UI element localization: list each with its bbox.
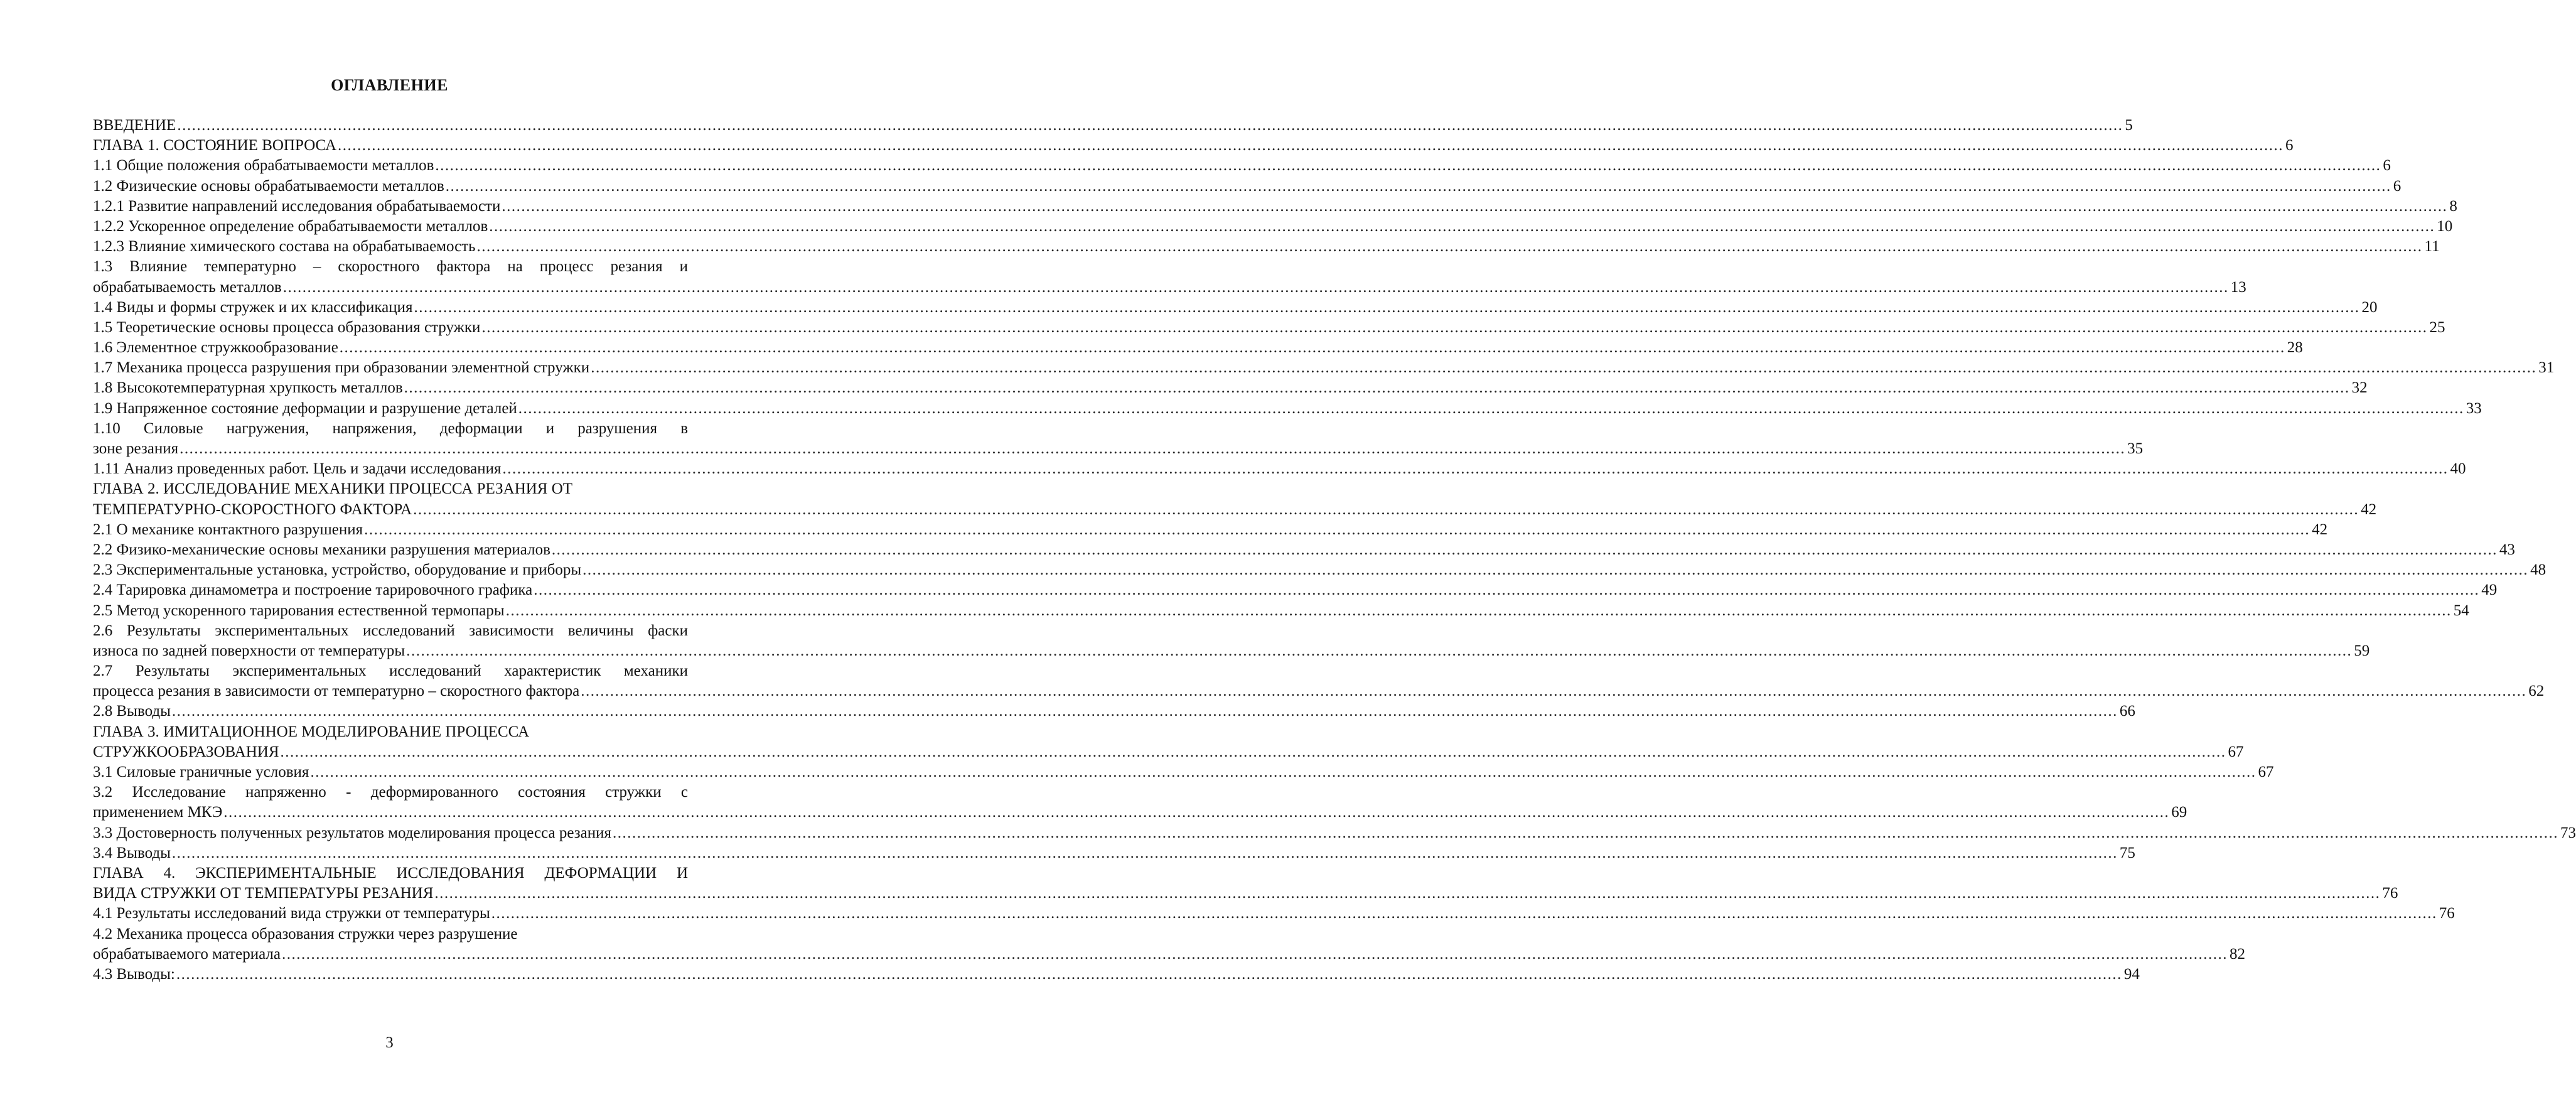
toc-entry-title: 2.8 Выводы: [93, 703, 171, 720]
toc-entry: [93, 318, 2445, 338]
toc-entry-title: 1.2.2 Ускоренное определение обрабатываемости металлов: [93, 217, 488, 235]
toc-entry-line: [93, 378, 2368, 398]
toc-entry-page: 67: [2258, 764, 2274, 781]
toc-entry-page: 42: [2361, 500, 2377, 518]
toc-entry: [93, 661, 2545, 701]
dot-leader: ................................................................................................................................................................................................................................................................................................................................................................................................................: [171, 844, 2118, 862]
dot-leader: ................................................................................................................................................................................................................................................................................................................................................................................................................: [177, 117, 2123, 134]
dot-leader: ................................................................................................................................................................................................................................................................................................................................................................................................................: [502, 460, 2449, 478]
toc-entry-line: [93, 601, 2469, 621]
toc-entry-title: 1.1 Общие положения обрабатываемости металлов: [93, 157, 434, 175]
toc-entry-first-line: [93, 782, 688, 802]
toc-entry-line: [93, 520, 2328, 540]
toc-entry-line: [93, 237, 2440, 257]
toc-entry: [93, 924, 2245, 964]
dot-leader: ................................................................................................................................................................................................................................................................................................................................................................................................................: [176, 965, 2122, 983]
toc-entry-page: 11: [2424, 238, 2440, 256]
toc-entry-page: 66: [2119, 703, 2135, 720]
toc-entry-page: 6: [2285, 137, 2294, 154]
toc-entry-first-line: [93, 479, 688, 499]
toc-entry: [93, 479, 2377, 519]
toc-entry-title: обрабатываемого материала: [93, 945, 281, 963]
toc-entry-page: 5: [2125, 117, 2133, 134]
toc-entry-line: [93, 136, 2294, 156]
dot-leader: ................................................................................................................................................................................................................................................................................................................................................................................................................: [476, 238, 2423, 256]
dot-leader: ................................................................................................................................................................................................................................................................................................................................................................................................................: [339, 339, 2285, 357]
toc-entry-title: 4.3 Выводы:: [93, 965, 175, 983]
toc-entry: [93, 419, 2144, 459]
dot-leader: ................................................................................................................................................................................................................................................................................................................................................................................................................: [582, 561, 2529, 579]
toc-entry: [93, 580, 2498, 600]
toc-entry-line: [93, 641, 2370, 661]
toc-entry: [93, 701, 2135, 721]
toc-entry: [93, 257, 2246, 297]
dot-leader: ................................................................................................................................................................................................................................................................................................................................................................................................................: [489, 217, 2435, 235]
toc-entry-line: [93, 540, 2515, 560]
toc-entry-line: [93, 823, 2576, 843]
toc-entry-first-line: [93, 661, 688, 681]
toc-entry-title: обрабатываемость металлов: [93, 278, 282, 296]
toc-entry-title: 1.7 Механика процесса разрушения при образовании элементной стружки: [93, 359, 590, 377]
toc-entry-title: СТРУЖКООБРАЗОВАНИЯ: [93, 743, 279, 760]
toc-entry: [93, 823, 2576, 843]
dot-leader: ................................................................................................................................................................................................................................................................................................................................................................................................................: [406, 642, 2353, 659]
toc-entry-title: 1.2 Физические основы обрабатываемости металлов: [93, 177, 444, 195]
toc-entry-line: [93, 701, 2135, 721]
toc-entry-page: 42: [2312, 521, 2328, 538]
toc-entry-page: 25: [2429, 318, 2445, 336]
toc-entry-title-line1: ГЛАВА 4. ЭКСПЕРИМЕНТАЛЬНЫЕ ИССЛЕДОВАНИЯ ДЕФОРМАЦИИ И: [93, 864, 688, 882]
dot-leader: ................................................................................................................................................................................................................................................................................................................................................................................................................: [591, 359, 2537, 377]
toc-entry: [93, 964, 2140, 985]
toc-entry-line: [93, 278, 2246, 298]
toc-entry-title-line1: 3.2 Исследование напряженно - деформированного состояния стружки с: [93, 784, 688, 801]
toc-entry-page: 76: [2439, 905, 2455, 922]
toc-entry: [93, 459, 2466, 479]
toc-entry-title-line1: ГЛАВА 3. ИМИТАЦИОННОЕ МОДЕЛИРОВАНИЕ ПРОЦЕССА: [93, 723, 530, 740]
toc-entry-page: 31: [2538, 359, 2555, 377]
toc-entry-title-line1: 2.7 Результаты экспериментальных исследований характеристик механики: [93, 662, 688, 680]
dot-leader: ................................................................................................................................................................................................................................................................................................................................................................................................................: [581, 683, 2527, 700]
dot-leader: ................................................................................................................................................................................................................................................................................................................................................................................................................: [518, 399, 2464, 417]
toc-entry-line: [93, 944, 2245, 964]
toc-entry: [93, 197, 2457, 217]
toc-entry-page: 6: [2393, 177, 2402, 195]
toc-entry-title: 1.6 Элементное стружкообразование: [93, 339, 338, 357]
toc-entry-line: [93, 459, 2466, 479]
toc-entry-title: 3.3 Достоверность полученных результатов моделирования процесса резания: [93, 824, 612, 841]
toc-entry: [93, 560, 2546, 580]
toc-entry-title-line1: 2.6 Результаты экспериментальных исследований зависимости величины фаски: [93, 622, 688, 639]
toc-entry: [93, 621, 2370, 661]
toc-entry: [93, 540, 2515, 560]
toc-entry-title: 1.9 Напряженное состояние деформации и разрушение деталей: [93, 399, 517, 417]
toc-entry-page: 82: [2229, 945, 2245, 963]
toc-entry-line: [93, 681, 2545, 701]
toc-entry: [93, 762, 2274, 782]
dot-leader: ................................................................................................................................................................................................................................................................................................................................................................................................................: [280, 743, 2226, 760]
toc-entry-line: [93, 802, 2187, 823]
toc-entry: [93, 782, 2187, 823]
toc-entry-page: 28: [2287, 339, 2303, 357]
toc-entry: [93, 843, 2135, 863]
toc-entry-title-line1: 4.2 Механика процесса образования стружки через разрушение: [93, 925, 518, 943]
dot-leader: ................................................................................................................................................................................................................................................................................................................................................................................................................: [413, 500, 2359, 518]
toc-entry-line: [93, 156, 2391, 176]
dot-leader: ................................................................................................................................................................................................................................................................................................................................................................................................................: [445, 177, 2391, 195]
toc-entry-first-line: [93, 924, 688, 944]
toc-entry: [93, 722, 2244, 762]
toc-entry: [93, 156, 2391, 176]
dot-leader: ................................................................................................................................................................................................................................................................................................................................................................................................................: [551, 541, 2498, 558]
toc-entry: [93, 176, 2402, 197]
toc-entry-line: [93, 176, 2402, 197]
dot-leader: ................................................................................................................................................................................................................................................................................................................................................................................................................: [434, 885, 2381, 902]
dot-leader: ................................................................................................................................................................................................................................................................................................................................................................................................................: [534, 581, 2480, 599]
toc-entry: [93, 217, 2453, 237]
toc-entry-page: 40: [2450, 460, 2466, 478]
dot-leader: ................................................................................................................................................................................................................................................................................................................................................................................................................: [404, 379, 2350, 397]
toc-entry: [93, 338, 2303, 358]
toc-entry: [93, 399, 2482, 419]
toc-entry: [93, 520, 2328, 540]
table-of-contents: [93, 116, 2576, 985]
dot-leader: ................................................................................................................................................................................................................................................................................................................................................................................................................: [364, 521, 2310, 538]
toc-entry-page: 33: [2466, 399, 2482, 417]
toc-entry: [93, 904, 2455, 924]
dot-leader: ................................................................................................................................................................................................................................................................................................................................................................................................................: [180, 440, 2126, 457]
dot-leader: ................................................................................................................................................................................................................................................................................................................................................................................................................: [338, 137, 2284, 154]
toc-entry-line: [93, 197, 2457, 217]
toc-entry-page: 69: [2171, 804, 2187, 821]
toc-entry-first-line: [93, 419, 688, 439]
toc-entry-line: [93, 318, 2445, 338]
dot-leader: ................................................................................................................................................................................................................................................................................................................................................................................................................: [223, 804, 2170, 821]
toc-entry-line: [93, 338, 2303, 358]
toc-entry-title: 2.5 Метод ускоренного тарирования естественной термопары: [93, 602, 505, 619]
toc-entry-page: 35: [2127, 440, 2144, 457]
toc-entry-line: [93, 298, 2378, 318]
dot-leader: ................................................................................................................................................................................................................................................................................................................................................................................................................: [310, 764, 2257, 781]
toc-entry-title: 2.2 Физико-механические основы механики разрушения материалов: [93, 541, 550, 558]
toc-entry-page: 43: [2499, 541, 2515, 558]
page-title: ОГЛАВЛЕНИЕ: [331, 76, 448, 94]
toc-entry-page: 94: [2123, 965, 2140, 983]
toc-entry-title: ГЛАВА 1. СОСТОЯНИЕ ВОПРОСА: [93, 137, 337, 154]
toc-entry-page: 20: [2361, 298, 2378, 316]
toc-entry-line: [93, 883, 2398, 904]
toc-entry-first-line: [93, 863, 688, 883]
toc-entry-first-line: [93, 257, 688, 277]
dot-leader: ................................................................................................................................................................................................................................................................................................................................................................................................................: [282, 278, 2229, 296]
toc-entry-line: [93, 217, 2453, 237]
toc-entry-line: [93, 964, 2140, 985]
page-number: 3: [385, 1034, 394, 1051]
toc-entry: [93, 298, 2378, 318]
toc-entry-line: [93, 358, 2555, 378]
toc-entry-page: 54: [2453, 602, 2469, 619]
toc-entry-line: [93, 904, 2455, 924]
toc-entry-title: износа по задней поверхности от температуры: [93, 642, 405, 659]
toc-entry-line: [93, 580, 2498, 600]
dot-leader: ................................................................................................................................................................................................................................................................................................................................................................................................................: [613, 824, 2559, 841]
toc-entry-first-line: [93, 722, 688, 742]
toc-entry-title: 2.4 Тарировка динамометра и построение тарировочного графика: [93, 581, 533, 599]
toc-entry-line: [93, 742, 2244, 762]
dot-leader: ................................................................................................................................................................................................................................................................................................................................................................................................................: [481, 318, 2428, 336]
toc-entry: [93, 863, 2398, 904]
dot-leader: ................................................................................................................................................................................................................................................................................................................................................................................................................: [435, 157, 2381, 175]
toc-entry-line: [93, 500, 2377, 520]
toc-entry: [93, 601, 2469, 621]
toc-entry-title-line1: ГЛАВА 2. ИССЛЕДОВАНИЕ МЕХАНИКИ ПРОЦЕССА РЕЗАНИЯ ОТ: [93, 480, 573, 498]
toc-entry-title: 2.1 О механике контактного разрушения: [93, 521, 363, 538]
toc-entry-page: 49: [2481, 581, 2498, 599]
dot-leader: ................................................................................................................................................................................................................................................................................................................................................................................................................: [414, 298, 2360, 316]
toc-entry-page: 48: [2530, 561, 2546, 579]
toc-entry-page: 75: [2119, 844, 2135, 862]
dot-leader: ................................................................................................................................................................................................................................................................................................................................................................................................................: [281, 945, 2228, 963]
toc-entry: [93, 358, 2555, 378]
toc-entry-page: 76: [2382, 885, 2398, 902]
toc-entry-line: [93, 560, 2546, 580]
toc-entry-title: 1.5 Теоретические основы процесса образования стружки: [93, 318, 481, 336]
toc-entry: [93, 378, 2368, 398]
toc-entry-line: [93, 439, 2144, 459]
toc-entry-title: ТЕМПЕРАТУРНО-СКОРОСТНОГО ФАКТОРА: [93, 500, 412, 518]
toc-entry-page: 62: [2528, 683, 2545, 700]
dot-leader: ................................................................................................................................................................................................................................................................................................................................................................................................................: [491, 905, 2437, 922]
toc-entry-title-line1: 1.10 Силовые нагружения, напряжения, деформации и разрушения в: [93, 419, 688, 437]
toc-entry-line: [93, 762, 2274, 782]
toc-entry-title: ВВЕДЕНИЕ: [93, 117, 176, 134]
toc-entry-page: 10: [2437, 217, 2453, 235]
toc-entry-title: 1.8 Высокотемпературная хрупкость металлов: [93, 379, 403, 397]
dot-leader: ................................................................................................................................................................................................................................................................................................................................................................................................................: [505, 602, 2452, 619]
toc-entry-line: [93, 116, 2133, 136]
toc-entry-title: процесса резания в зависимости от температурно – скоростного фактора: [93, 683, 580, 700]
toc-entry: [93, 136, 2294, 156]
toc-entry-title: 1.2.1 Развитие направлений исследования обрабатываемости: [93, 197, 501, 215]
toc-entry-page: 67: [2228, 743, 2244, 760]
toc-entry-title: 1.4 Виды и формы стружек и их классификация: [93, 298, 413, 316]
toc-entry-title: 3.1 Силовые граничные условия: [93, 764, 309, 781]
toc-entry: [93, 116, 2133, 136]
toc-entry-page: 73: [2560, 824, 2576, 841]
dot-leader: ................................................................................................................................................................................................................................................................................................................................................................................................................: [502, 197, 2448, 215]
toc-entry-title: 1.2.3 Влияние химического состава на обрабатываемость: [93, 238, 476, 256]
toc-entry: [93, 237, 2440, 257]
toc-entry-first-line: [93, 621, 688, 641]
toc-entry-title: 4.1 Результаты исследований вида стружки от температуры: [93, 905, 490, 922]
dot-leader: ................................................................................................................................................................................................................................................................................................................................................................................................................: [171, 703, 2118, 720]
toc-entry-page: 59: [2354, 642, 2370, 659]
toc-entry-page: 32: [2351, 379, 2368, 397]
toc-entry-title: 2.3 Экспериментальные установка, устройство, оборудование и приборы: [93, 561, 582, 579]
toc-entry-title: применением МКЭ: [93, 804, 223, 821]
toc-entry-title: 3.4 Выводы: [93, 844, 171, 862]
toc-entry-page: 6: [2383, 157, 2391, 175]
toc-entry-line: [93, 843, 2135, 863]
toc-entry-page: 13: [2230, 278, 2246, 296]
toc-entry-title: 1.11 Анализ проведенных работ. Цель и задачи исследования: [93, 460, 502, 478]
toc-entry-title-line1: 1.3 Влияние температурно – скоростного фактора на процесс резания и: [93, 258, 688, 276]
toc-entry-title: зоне резания: [93, 440, 179, 457]
toc-entry-title: ВИДА СТРУЖКИ ОТ ТЕМПЕРАТУРЫ РЕЗАНИЯ: [93, 885, 434, 902]
toc-entry-line: [93, 399, 2482, 419]
toc-entry-page: 8: [2449, 197, 2457, 215]
